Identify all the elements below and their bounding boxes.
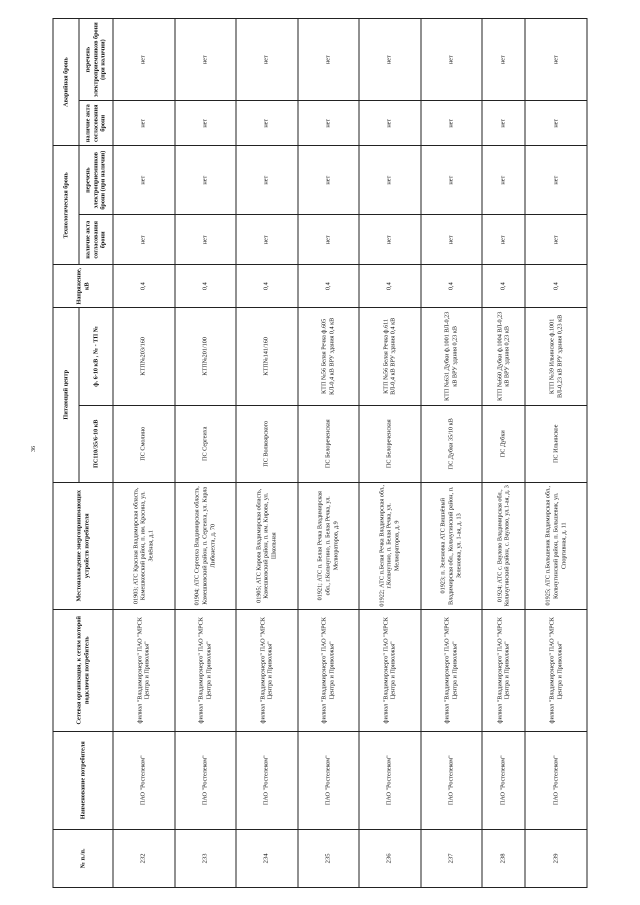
cell-grid-org: филиал "Владимирэнерго" ПАО "МРСК Центра и Приволжья" [421, 609, 483, 731]
cell-em-presence: нет [525, 100, 587, 145]
header-em-list: перечень электроприемников брони (при наличии) [79, 18, 113, 100]
cell-feeder: КТП№203/160 [113, 307, 175, 405]
cell-consumer: ПАО "Ростелеком" [175, 731, 237, 829]
table-body [113, 18, 587, 887]
cell-em-list: нет [113, 18, 175, 100]
cell-grid-org: филиал "Владимирэнерго" ПАО "МРСК Центра и Приволжья" [482, 609, 525, 731]
cell-consumer: ПАО "Ростелеком" [421, 731, 483, 829]
cell-tech-list: нет [359, 145, 421, 214]
cell-location: 01923; п. Зеленовка АТС Вишнёвый Владимирская обл., Кольчугинский район, п. Зеленовка, ул. 1-ая, д. 13 [421, 482, 483, 609]
cell-tech-presence: нет [236, 214, 298, 264]
header-em-presence: наличие акта согласования брони [79, 100, 113, 145]
cell-num: 235 [298, 829, 360, 887]
cell-num: 234 [236, 829, 298, 887]
cell-feeder: КТП №56 Белая Речка ф.605 КЛ-0,4 кВ ВРУ здания 0,4 кВ [298, 307, 360, 405]
cell-tech-presence: нет [298, 214, 360, 264]
cell-em-list: нет [482, 18, 525, 100]
cell-num: 238 [482, 829, 525, 887]
table-row [525, 18, 587, 887]
cell-tech-presence: нет [113, 214, 175, 264]
cell-location: 01905; АТС Кирова Владимирская область, Камешковский район, п. им. Кирова, ул. Школьная [236, 482, 298, 609]
cell-consumer: ПАО "Ростелеком" [236, 731, 298, 829]
header-tech-presence: наличие акта согласования брони [79, 214, 113, 264]
cell-tech-list: нет [298, 145, 360, 214]
cell-voltage: 0,4 [482, 264, 525, 306]
armor-table [53, 18, 588, 888]
cell-consumer: ПАО "Ростелеком" [359, 731, 421, 829]
table-row [236, 18, 298, 887]
cell-tech-list: нет [482, 145, 525, 214]
cell-grid-org: филиал "Владимирэнерго" ПАО "МРСК Центра и Приволжья" [113, 609, 175, 731]
cell-grid-org: филиал "Владимирэнерго" ПАО "МРСК Центра и Приволжья" [175, 609, 237, 731]
cell-location: 01924; АТС с. Ваулово Владимирская обл., Кольчугинский район, с. Ваулово, ул.1-ая, д. 3 [482, 482, 525, 609]
cell-voltage: 0,4 [113, 264, 175, 306]
header-ps: ПС110/35/6-10 кВ [79, 405, 113, 482]
cell-voltage: 0,4 [525, 264, 587, 306]
cell-num: 233 [175, 829, 237, 887]
header-tech-armor: Технологическая бронь [53, 145, 79, 264]
cell-location: 01904; АТС Сергеиха Владимирская область, Камешковский район, п. Сергеиха, ул. Карла Либкнехта, д. 70 [175, 482, 237, 609]
cell-em-list: нет [421, 18, 483, 100]
header-location: Местонахождение энергопринимающих устройств потребителя [53, 482, 113, 609]
cell-consumer: ПАО "Ростелеком" [298, 731, 360, 829]
rotated-document-table [53, 18, 588, 888]
table-row [298, 18, 360, 887]
table-row [359, 18, 421, 887]
cell-location: 01922; АТС п.Белая Речка Владимирская обл., г.Кольчугино, п. Белая Речка, ул. Мелиораторов, д. 9 [359, 482, 421, 609]
cell-ps: ПС Дубки 35/10 кВ [421, 405, 483, 482]
cell-consumer: ПАО "Ростелеком" [113, 731, 175, 829]
cell-em-list: нет [359, 18, 421, 100]
cell-tech-list: нет [236, 145, 298, 214]
cell-tech-presence: нет [482, 214, 525, 264]
header-consumer: Наименование потребителя [53, 731, 113, 829]
cell-ps: ПС Сергеиха [175, 405, 237, 482]
cell-feeder: КТП №56 Белая Речка ф.611 ВЛ-0,4 кВ ВРУ здания 0,4 кВ [359, 307, 421, 405]
cell-tech-list: нет [113, 145, 175, 214]
cell-tech-list: нет [175, 145, 237, 214]
page-number: 36 [31, 446, 37, 452]
cell-feeder: КТП №39 Ильинское ф.1001 ВЛ-0,23 кВ ВРУ здания 0,23 кВ [525, 307, 587, 405]
cell-feeder: КТП№201/100 [175, 307, 237, 405]
cell-location: 01925; АТС п.Большевик Владимирская обл., Кольчугинский район, п. Большевик, ул. Спортивная, д. 11 [525, 482, 587, 609]
cell-grid-org: филиал "Владимирэнерго" ПАО "МРСК Центра и Приволжья" [298, 609, 360, 731]
cell-ps: ПС Волкоярского [236, 405, 298, 482]
header-num: № п./п. [53, 829, 113, 887]
cell-em-list: нет [236, 18, 298, 100]
cell-ps: ПС Белореченская [298, 405, 360, 482]
cell-ps: ПС Белореченская [359, 405, 421, 482]
header-tech-list: перечень электроприемников брони (при наличии) [79, 145, 113, 214]
cell-consumer: ПАО "Ростелеком" [482, 731, 525, 829]
table-row [113, 18, 175, 887]
cell-voltage: 0,4 [175, 264, 237, 306]
cell-feeder: КТП №660 Дубки ф.1004 ВЛ-0,23 кВ ВРУ здания 0,23 кВ [482, 307, 525, 405]
cell-voltage: 0,4 [359, 264, 421, 306]
cell-em-list: нет [525, 18, 587, 100]
header-emergency-armor: Аварийная бронь [53, 18, 79, 145]
cell-em-presence: нет [236, 100, 298, 145]
cell-ps: ПС Дубки [482, 405, 525, 482]
cell-location: 01903; АТС Красная Владимирская область, Камешковский район, п. им. Красина, ул. Зелёная, д.1 [113, 482, 175, 609]
cell-em-presence: нет [298, 100, 360, 145]
cell-ps: ПС Смолино [113, 405, 175, 482]
cell-location: 01921; АТС п. Белая Речка Владимирская обл., г.Кольчугино, п. Белая Речка, ул. Мелиораторов, д.9 [298, 482, 360, 609]
cell-ps: ПС Ильинское [525, 405, 587, 482]
cell-em-presence: нет [113, 100, 175, 145]
cell-num: 236 [359, 829, 421, 887]
header-power-center: Питающий центр [53, 307, 79, 482]
cell-tech-list: нет [525, 145, 587, 214]
cell-tech-presence: нет [421, 214, 483, 264]
cell-em-list: нет [175, 18, 237, 100]
cell-tech-presence: нет [525, 214, 587, 264]
cell-tech-presence: нет [359, 214, 421, 264]
cell-num: 239 [525, 829, 587, 887]
table-row [175, 18, 237, 887]
cell-em-presence: нет [421, 100, 483, 145]
cell-feeder: КТП№141/160 [236, 307, 298, 405]
header-feeder: ф. 6-10 кВ , № - ТП № [79, 307, 113, 405]
cell-consumer: ПАО "Ростелеком" [525, 731, 587, 829]
cell-voltage: 0,4 [298, 264, 360, 306]
table-row [482, 18, 525, 887]
cell-num: 237 [421, 829, 483, 887]
cell-grid-org: филиал "Владимирэнерго" ПАО "МРСК Центра и Приволжья" [525, 609, 587, 731]
cell-grid-org: филиал "Владимирэнерго" ПАО "МРСК Центра и Приволжья" [236, 609, 298, 731]
cell-tech-list: нет [421, 145, 483, 214]
cell-grid-org: филиал "Владимирэнерго" ПАО "МРСК Центра и Приволжья" [359, 609, 421, 731]
cell-em-presence: нет [175, 100, 237, 145]
header-voltage: Напряжение, кВ [53, 264, 113, 306]
table-header [53, 18, 113, 887]
cell-voltage: 0,4 [236, 264, 298, 306]
cell-em-presence: нет [482, 100, 525, 145]
cell-em-list: нет [298, 18, 360, 100]
cell-voltage: 0,4 [421, 264, 483, 306]
cell-feeder: КТП №631 Дубки ф.1001 ВЛ-0,23 кВ ВРУ здания 0,23 кВ [421, 307, 483, 405]
table-row [421, 18, 483, 887]
cell-em-presence: нет [359, 100, 421, 145]
cell-num: 232 [113, 829, 175, 887]
header-grid-org: Сетевая организация, к сетям которой подключен потребитель [53, 609, 113, 731]
cell-tech-presence: нет [175, 214, 237, 264]
